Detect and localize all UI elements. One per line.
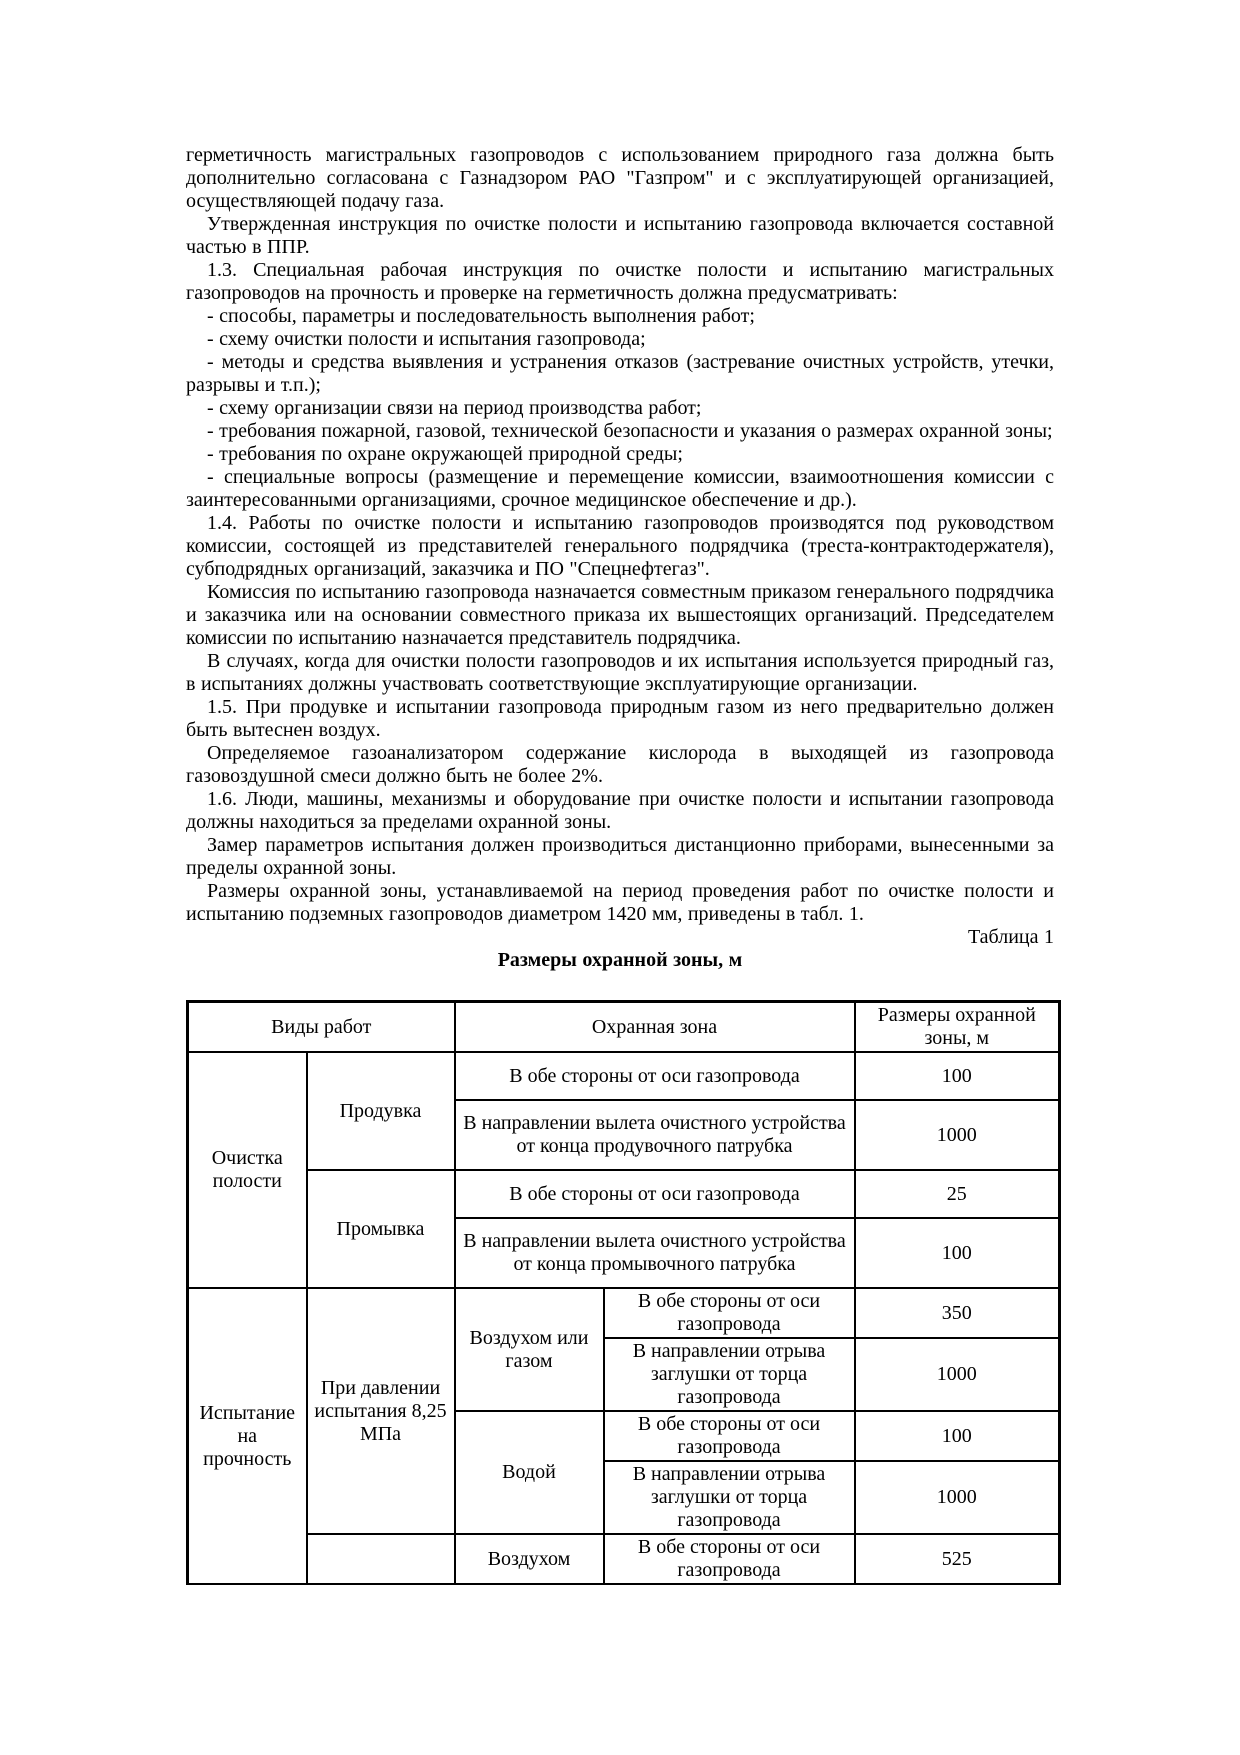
paragraph: Определяемое газоанализатором содержание кислорода в выходящей из газопровода газовоздушной смеси должно быть не более 2%. [186,742,1054,787]
paragraph-clause-1-5: 1.5. При продувке и испытании газопровода природным газом из него предварительно должен быть вытеснен воздух. [186,696,1054,741]
cell-zone: В направлении отрыва заглушки от торца газопровода [604,1461,855,1534]
paragraph: Замер параметров испытания должен производиться дистанционно приборами, вынесенными за пределы охранной зоны. [186,834,1054,879]
cell-group-promyvka: Промывка [307,1170,455,1288]
table-row [188,1288,1060,1338]
table-title: Размеры охранной зоны, м [497,949,743,971]
cell-value: 1000 [855,1338,1060,1411]
table-row-cutoff [188,1534,1060,1584]
cell-zone: В обе стороны от оси газопровода [455,1052,855,1100]
cell-zone: В обе стороны от оси газопровода [604,1411,855,1461]
cell-value: 100 [855,1052,1060,1100]
cell-empty [307,1534,455,1584]
cell-zone: В направлении вылета очистного устройства от конца промывочного патрубка [455,1218,855,1288]
cell-group-davlenie: При давлении испытания 8,25 МПа [307,1288,455,1534]
table-header-row [188,1002,1060,1053]
list-item: - требования пожарной, газовой, технической безопасности и указания о размерах охранной зоны; [207,420,1053,442]
paragraph: Утвержденная инструкция по очистке полости и испытанию газопровода включается составной частью в ППР. [186,213,1054,258]
table-header-zone: Охранная зона [455,1002,855,1053]
cell-group-ochistka: Очистка полости [188,1052,307,1288]
cell-group-vozduh-gaz: Воздухом или газом [455,1288,604,1411]
cell-group-vozduhom: Воздухом [455,1534,604,1584]
table-header-size: Размеры охранной зоны, м [855,1002,1060,1053]
table-row [188,1170,1060,1218]
paragraph-clause-1-6: 1.6. Люди, машины, механизмы и оборудование при очистке полости и испытании газопровода должны находиться за пределами охранной зоны. [186,788,1054,833]
cell-value: 1000 [855,1461,1060,1534]
cell-group-vodoy: Водой [455,1411,604,1534]
list-item: - схему организации связи на период производства работ; [207,397,702,419]
list-item: - схему очистки полости и испытания газопровода; [207,328,646,350]
list-item: - способы, параметры и последовательность выполнения работ; [207,305,755,327]
cell-value: 1000 [855,1100,1060,1170]
cell-group-produvka: Продувка [307,1052,455,1170]
list-item: - методы и средства выявления и устранения отказов (застревание очистных устройств, утечки, разрывы и т.п.); [186,351,1054,396]
cell-value: 25 [855,1170,1060,1218]
cell-zone: В направлении отрыва заглушки от торца газопровода [604,1338,855,1411]
cell-value: 525 [855,1534,1060,1584]
cell-value: 350 [855,1288,1060,1338]
paragraph-clause-1-4: 1.4. Работы по очистке полости и испытанию газопроводов производятся под руководством комиссии, состоящей из представителей генерального подрядчика (треста-контрактодержателя), субподрядных организаций, заказчика и ПО "Спецнефтегаз". [186,512,1054,580]
protection-zone-table [186,1000,1061,1585]
paragraph: Размеры охранной зоны, устанавливаемой на период проведения работ по очистке полости и испытанию подземных газопроводов диаметром 1420 мм, приведены в табл. 1. [186,880,1054,925]
paragraph: В случаях, когда для очистки полости газопроводов и их испытания используется природный газ, в испытаниях должны участвовать соответствующие эксплуатирующие организации. [186,650,1054,695]
cell-zone: В обе стороны от оси газопровода [604,1534,855,1584]
table-row [188,1052,1060,1100]
cell-zone: В обе стороны от оси газопровода [604,1288,855,1338]
cell-value: 100 [855,1218,1060,1288]
cell-zone: В обе стороны от оси газопровода [455,1170,855,1218]
list-item: - специальные вопросы (размещение и перемещение комиссии, взаимоотношения комиссии с заинтересованными организациями, срочное медицинское обеспечение и др.). [186,466,1054,511]
paragraph-continuation: герметичность магистральных газопроводов с использованием природного газа должна быть дополнительно согласована с Газнадзором РАО "Газпром" и с эксплуатирующей организацией, осуществляющей подачу газа. [186,144,1054,212]
cell-group-ispytanie: Испытание на прочность [188,1288,307,1584]
cell-value: 100 [855,1411,1060,1461]
table-label: Таблица 1 [967,926,1054,948]
cell-zone: В направлении вылета очистного устройства от конца продувочного патрубка [455,1100,855,1170]
paragraph-clause-1-3: 1.3. Специальная рабочая инструкция по очистке полости и испытанию магистральных газопроводов на прочность и проверке на герметичность должна предусматривать: [186,259,1054,304]
paragraph: Комиссия по испытанию газопровода назначается совместным приказом генерального подрядчика и заказчика или на основании совместного приказа их вышестоящих организаций. Председателем комиссии по испытанию назначается представитель подрядчика. [186,581,1054,649]
page-content [186,144,1054,1585]
list-item: - требования по охране окружающей природной среды; [207,443,683,465]
table-header-works: Виды работ [188,1002,455,1053]
